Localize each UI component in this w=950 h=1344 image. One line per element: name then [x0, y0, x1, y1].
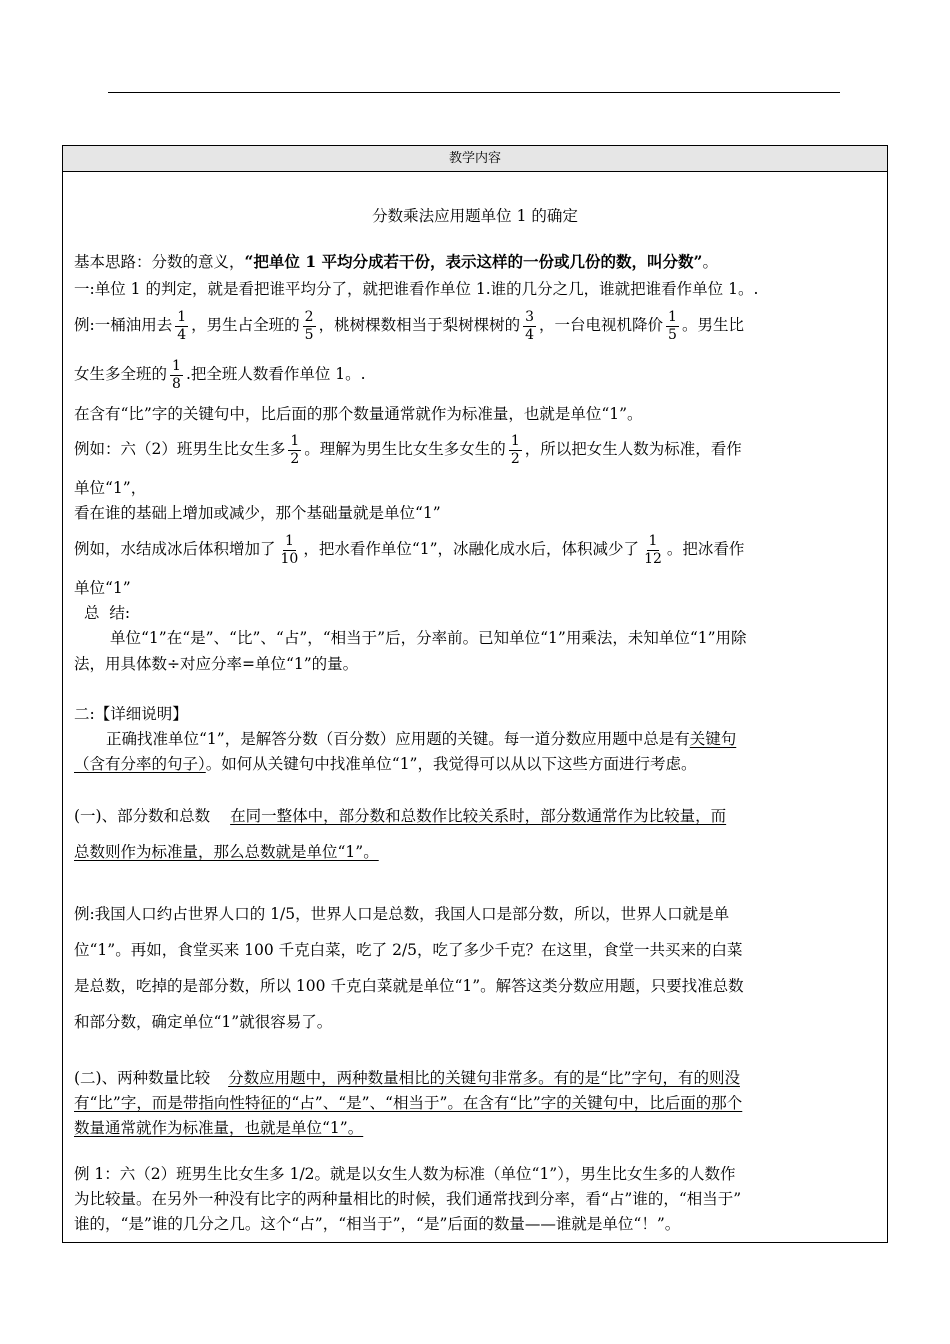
summary-label: 总 结:: [84, 604, 131, 622]
document-title: 分数乘法应用题单位 1 的确定: [372, 207, 578, 225]
summary-line1: 单位“1”在“是”、“比”、“占”，“相当于”后，分率前。已知单位“1”用乘法，未知单位“1”用除: [110, 629, 747, 647]
part2-example-line3: 谁的，“是”谁的几分之几。这个“占”，“相当于”，“是”后面的数量——谁就是单位“！”。: [74, 1215, 681, 1233]
intro-underlined: （含有分率的句子）: [74, 755, 206, 773]
fraction-numerator: 1: [177, 308, 187, 325]
ex1-text: ，男生占全班的: [191, 316, 300, 334]
ex3-text: 。把冰看作: [666, 540, 745, 558]
ex1-text: 例:一桶油用去: [74, 316, 173, 334]
part1-example-line1: 例:我国人口约占世界人口的 1/5，世界人口是总数，我国人口是部分数，所以，世界人口就是单: [74, 905, 730, 923]
fraction-numerator: 2: [304, 308, 314, 325]
fraction-numerator: 1: [284, 532, 294, 549]
fraction-3-4: [523, 309, 536, 344]
part2-line1: [74, 1068, 740, 1088]
section2-intro-line2: [74, 754, 696, 774]
fraction-1-2: [288, 433, 301, 468]
part2-line3: 数量通常就作为标准量，也就是单位“1”。: [74, 1119, 364, 1137]
fraction-denominator: 4: [525, 326, 535, 343]
part1-line2: 总数则作为标准量，那么总数就是单位“1”。: [74, 843, 379, 861]
fraction-numerator: 3: [525, 308, 535, 325]
ex1-text: ，桃树棵数相当于梨树棵树的: [318, 316, 521, 334]
ex1-text: ，一台电视机降价: [539, 316, 664, 334]
example1-line2: [74, 353, 366, 395]
section2-heading: 二:【详细说明】: [74, 705, 188, 723]
example3-line2: 单位“1”: [74, 579, 131, 597]
fraction-1-4: [175, 309, 188, 344]
ex2-text: 例如：六（2）班男生比女生多: [74, 440, 286, 458]
ex2-text: 。理解为男生比女生多女生的: [304, 440, 506, 458]
fraction-numerator: 1: [510, 432, 520, 449]
intro-underlined: 关键句: [689, 730, 737, 748]
fraction-1-10: [279, 533, 301, 568]
example3-line1: [74, 528, 744, 570]
part1-text: 在同一整体中，部分数和总数作比较关系时，部分数通常作为比较量，而: [230, 807, 727, 825]
ex1-text: 。男生比: [681, 316, 744, 334]
basic-idea-definition: “把单位 1 平均分成若干份，表示这样的一份或几份的数，叫分数”: [244, 252, 703, 271]
bi-rule: 在含有“比”字的关键句中，比后面的那个数量通常就作为标准量，也就是单位“1”。: [74, 405, 643, 423]
example1-line1: [74, 304, 744, 346]
fraction-denominator: 2: [510, 450, 520, 467]
part2-example-line1: 例 1：六（2）班男生比女生多 1/2。就是以女生人数为标准（单位“1”），男生比女生多的人数作: [74, 1165, 736, 1183]
fraction-denominator: 5: [668, 326, 677, 343]
fraction-2-5: [303, 309, 316, 344]
ex3-text: ，把水看作单位“1”，冰融化成水后，体积减少了: [303, 540, 640, 558]
summary-line2: 法，用具体数÷对应分率=单位“1”的量。: [74, 655, 359, 673]
part1-example-line3: 是总数，吃掉的是部分数，所以 100 千克白菜就是单位“1”。解答这类分数应用题，只要找准总数: [74, 977, 744, 995]
intro-text: 。如何从关键句中找准单位“1”，我觉得可以从以下这些方面进行考虑。: [205, 755, 697, 773]
section2-intro-line1: [106, 729, 736, 749]
part1-example-line2: 位“1”。再如，食堂买来 100 千克白菜，吃了 2/5，吃了多少千克？在这里，食堂一共买来的白菜: [74, 941, 743, 959]
basic-idea-prefix: 基本思路：分数的意义，: [74, 253, 245, 271]
fraction-denominator: 12: [644, 550, 662, 567]
fraction-1-5: [666, 309, 679, 344]
basic-idea-end: 。: [702, 253, 718, 271]
fraction-1-8: [170, 358, 183, 393]
fraction-denominator: 4: [177, 326, 187, 343]
intro-text: 正确找准单位“1”，是解答分数（百分数）应用题的关键。每一道分数应用题中总是有: [106, 730, 690, 748]
example2-line2: 单位“1”，: [74, 479, 147, 497]
fraction-1-12: [642, 533, 664, 568]
ex1-text: .把全班人数看作单位 1。.: [185, 365, 366, 383]
table-header: 教学内容: [63, 146, 887, 172]
fraction-denominator: 10: [280, 550, 299, 567]
fraction-1-2: [509, 433, 522, 468]
section1-rule: 一:单位 1 的判定，就是看把谁平均分了，就把谁看作单位 1.谁的几分之几，谁就把谁看作单位 1。.: [74, 280, 759, 298]
fraction-numerator: 1: [668, 308, 677, 325]
part1-example-line4: 和部分数，确定单位“1”就很容易了。: [74, 1013, 333, 1031]
ex1-text: 女生多全班的: [74, 365, 168, 383]
part2-text: 分数应用题中，两种数量相比的关键句非常多。有的是“比”字句，有的则没: [228, 1069, 740, 1087]
fraction-denominator: 5: [304, 326, 314, 343]
fraction-numerator: 1: [172, 357, 181, 374]
part1-line1: [74, 806, 726, 826]
fraction-numerator: 1: [290, 432, 300, 449]
part2-example-line2: 为比较量。在另外一种没有比字的两种量相比的时候，我们通常找到分率，看“占”谁的，“相当于”: [74, 1190, 742, 1208]
base-rule: 看在谁的基础上增加或减少，那个基础量就是单位“1”: [74, 504, 441, 522]
fraction-denominator: 8: [172, 375, 181, 392]
fraction-numerator: 1: [648, 532, 658, 549]
part2-label: (二)、两种数量比较: [74, 1069, 211, 1087]
part1-label: (一)、部分数和总数: [74, 807, 211, 825]
part2-line2: 有“比”字，而是带指向性特征的“占”、“是”、“相当于”。在含有“比”字的关键句中，比后面的那个: [74, 1094, 743, 1112]
basic-idea: [74, 252, 718, 272]
fraction-denominator: 2: [290, 450, 300, 467]
example2-line1: [74, 428, 742, 470]
ex3-text: 例如，水结成冰后体积增加了: [74, 540, 276, 558]
ex2-text: ，所以把女生人数为标准，看作: [524, 440, 742, 458]
